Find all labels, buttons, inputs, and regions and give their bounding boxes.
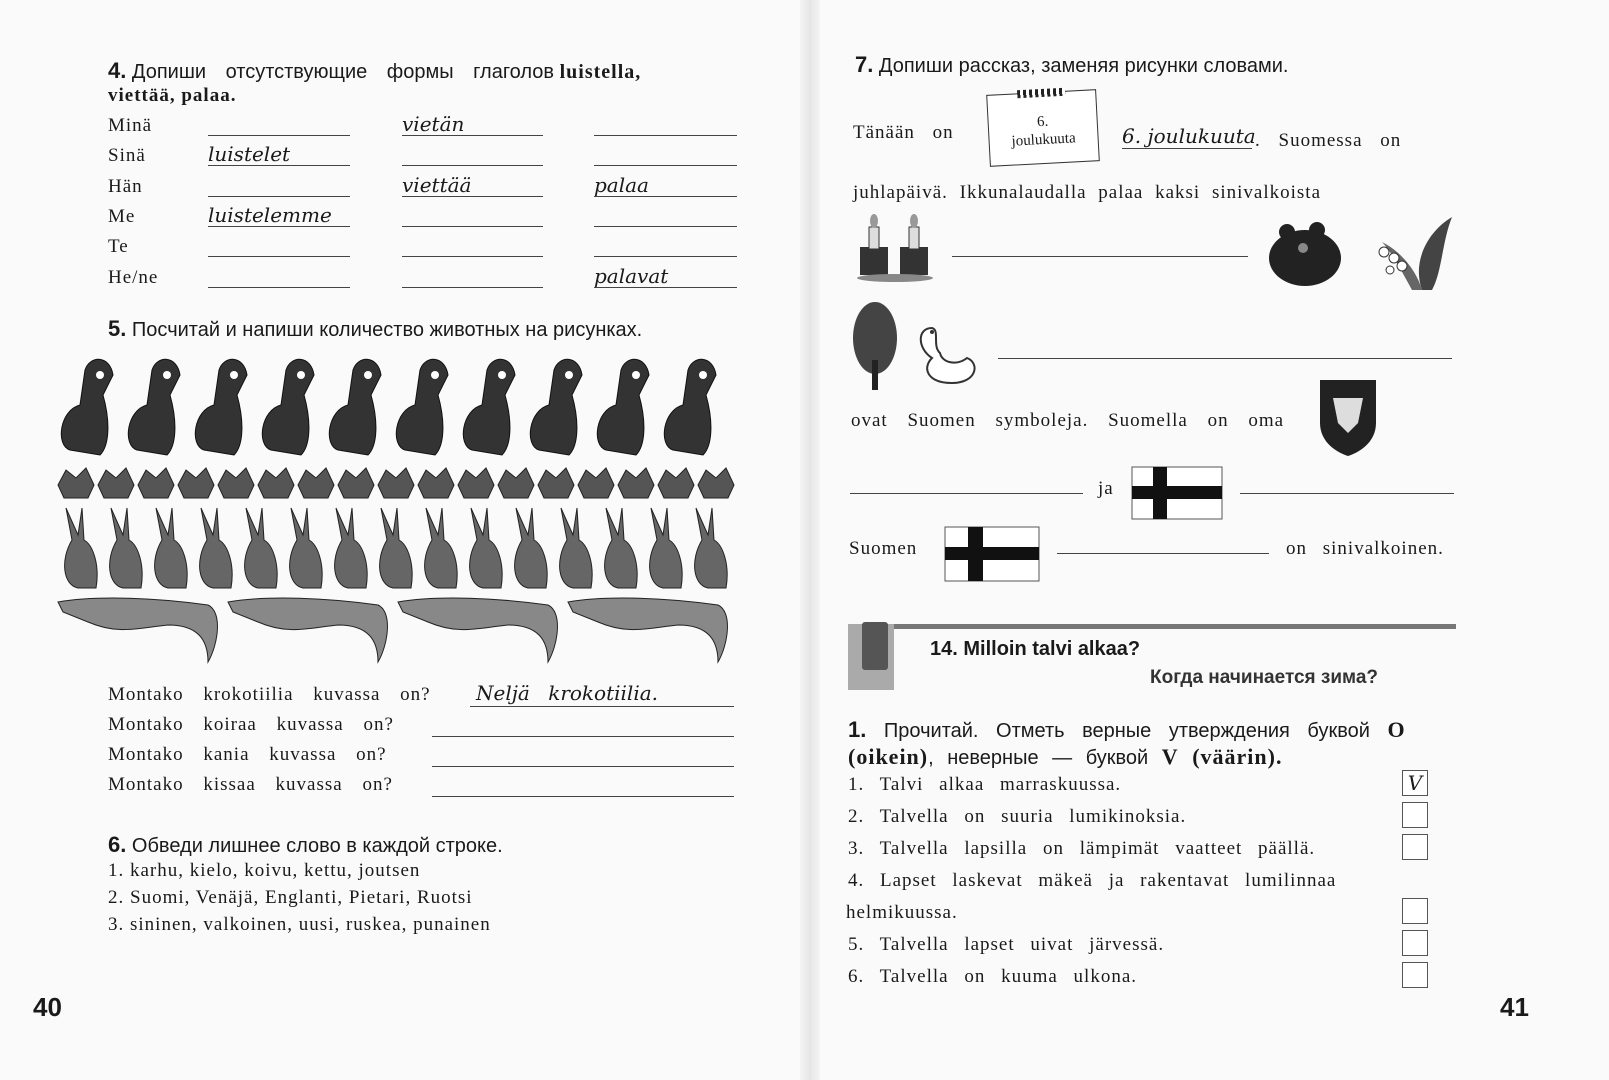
rabbit-icon: [335, 508, 368, 588]
answer-line[interactable]: [208, 287, 350, 288]
answer-line[interactable]: [594, 256, 737, 257]
rabbit-icon: [110, 508, 143, 588]
finnish-flag-picture: [944, 526, 1040, 582]
pronoun-label: Sinä: [108, 145, 146, 167]
answer-line[interactable]: [594, 226, 737, 227]
page-gutter: [800, 0, 820, 1080]
crocodile-icon: [228, 598, 387, 662]
calendar-day: 6.: [1036, 113, 1049, 131]
crocodile-icon: [568, 598, 727, 662]
pronoun-label: Minä: [108, 115, 153, 136]
answer-handwritten: vietän: [402, 112, 465, 136]
rabbit-icon: [425, 508, 458, 588]
dog-eye-icon: [163, 371, 171, 379]
answer-handwritten: viettää: [402, 172, 472, 197]
story-text: juhlapäivä. Ikkunalaudalla palaa kaksi sinivalkoista: [853, 182, 1322, 203]
ex6-heading: 6. Обведи лишнее слово в каждой строке.: [108, 832, 503, 857]
crocodile-icon: [58, 598, 217, 662]
statement-text: 1. Talvi alkaa marraskuussa.: [848, 774, 1122, 795]
answer-handwritten: luistelet: [208, 142, 291, 167]
birch-tree-picture: [850, 300, 900, 392]
ex6-item: 3. sininen, valkoinen, uusi, ruskea, punainen: [108, 914, 491, 935]
cat-icon: [258, 468, 294, 498]
answer-line[interactable]: [594, 135, 737, 136]
dog-icon: [530, 359, 582, 455]
dog-eye-icon: [498, 371, 506, 379]
candles-picture: [855, 212, 940, 282]
dog-eye-icon: [230, 371, 238, 379]
answer-checkbox[interactable]: [1402, 898, 1428, 924]
cat-icon: [98, 468, 134, 498]
cat-icon: [658, 468, 694, 498]
story-text: ovat Suomen symboleja. Suomella on oma: [851, 410, 1285, 431]
statement-text: 2. Talvella on suuria lumikinoksia.: [848, 806, 1187, 827]
story-text: ja: [1098, 478, 1114, 499]
answer-line[interactable]: [850, 493, 1083, 494]
ex6-item: 2. Suomi, Venäjä, Englanti, Pietari, Ruotsi: [108, 887, 473, 908]
dog-icon: [195, 359, 247, 455]
cat-icon: [698, 468, 734, 498]
dog-eye-icon: [297, 371, 305, 379]
cat-icon: [58, 468, 94, 498]
dog-icon: [664, 359, 716, 455]
ex1-heading-cont: (oikein), неверные — буквой V (väärin).: [848, 744, 1283, 769]
answer-line[interactable]: [402, 226, 543, 227]
rabbit-icon: [200, 508, 233, 588]
answer-line[interactable]: [208, 135, 350, 136]
page-number: 40: [33, 992, 62, 1022]
ex4-heading: 4. Допиши отсутствующие формы глаголов luistella,: [108, 58, 642, 83]
ex1-heading: 1. Прочитай. Отметь верные утверждения буквой O: [848, 717, 1406, 742]
dog-eye-icon: [96, 371, 104, 379]
rabbit-icon: [650, 508, 683, 588]
question-text: Montako koiraa kuvassa on?: [108, 714, 394, 735]
answer-handwritten: palavat: [594, 263, 669, 288]
cat-icon: [618, 468, 654, 498]
lesson-title: 14. Milloin talvi alkaa?: [930, 638, 1141, 660]
lesson-bookmark-icon: [862, 622, 888, 670]
ex4-verbs: viettää, palaa.: [108, 85, 237, 106]
dog-eye-icon: [632, 371, 640, 379]
page-number: 41: [1500, 992, 1529, 1022]
story-text: Tänään on: [853, 122, 954, 143]
lily-of-the-valley-picture: [1372, 212, 1457, 292]
cat-icon: [338, 468, 374, 498]
rabbit-icon: [290, 508, 323, 588]
rabbit-icon: [515, 508, 548, 588]
rabbit-icon: [245, 508, 278, 588]
answer-line[interactable]: [594, 165, 737, 166]
dog-icon: [128, 359, 180, 455]
rabbit-icon: [605, 508, 638, 588]
rabbit-icon: [560, 508, 593, 588]
answer-line[interactable]: [470, 706, 734, 707]
statement-text: 4. Lapset laskevat mäkeä ja rakentavat lumilinnaa: [848, 870, 1337, 891]
calendar-month: joulukuuta: [1011, 130, 1077, 150]
coat-of-arms-picture: [1318, 378, 1378, 458]
ex6-item: 1. karhu, kielo, koivu, kettu, joutsen: [108, 860, 421, 881]
ex5-heading: 5. Посчитай и напиши количество животных на рисунках.: [108, 316, 643, 341]
bear-picture: [1265, 218, 1345, 288]
answer-checkbox[interactable]: [1402, 834, 1428, 860]
dog-icon: [61, 359, 113, 455]
answer-checkbox[interactable]: V: [1402, 770, 1428, 796]
cat-icon: [418, 468, 454, 498]
story-text: . Suomessa on: [1255, 130, 1402, 151]
rabbit-icon: [380, 508, 413, 588]
cat-icon: [218, 468, 254, 498]
dog-eye-icon: [364, 371, 372, 379]
rabbit-icon: [155, 508, 188, 588]
answer-line[interactable]: [432, 796, 734, 797]
answer-line[interactable]: [1240, 493, 1454, 494]
answer-handwritten: palaa: [594, 172, 649, 197]
dog-icon: [396, 359, 448, 455]
dog-icon: [329, 359, 381, 455]
pronoun-label: Hän: [108, 175, 143, 197]
cat-icon: [378, 468, 414, 498]
calendar-picture: [986, 89, 1100, 167]
answer-line[interactable]: [952, 256, 1248, 257]
lesson-header-rule: [848, 624, 1456, 629]
question-text: Montako krokotiilia kuvassa on?: [108, 684, 431, 705]
crocodile-icon: [398, 598, 557, 662]
cat-icon: [138, 468, 174, 498]
question-text: Montako kissaa kuvassa on?: [108, 774, 393, 795]
answer-line[interactable]: [402, 165, 543, 166]
pronoun-label: He/ne: [108, 266, 159, 288]
answer-checkbox[interactable]: [1402, 962, 1428, 988]
answer-checkbox[interactable]: [1402, 930, 1428, 956]
statement-text: helmikuussa.: [846, 902, 958, 923]
dog-eye-icon: [565, 371, 573, 379]
answer-line[interactable]: [998, 358, 1452, 359]
dog-eye-icon: [431, 371, 439, 379]
ex7-heading: 7. Допиши рассказ, заменяя рисунки словами.: [855, 52, 1289, 77]
answer-handwritten: luistelemme: [208, 202, 332, 227]
finnish-flag-picture: [1131, 466, 1223, 520]
dog-icon: [463, 359, 515, 455]
story-text: on sinivalkoinen.: [1286, 538, 1444, 559]
cat-icon: [538, 468, 574, 498]
swan-picture: [912, 318, 982, 388]
cat-icon: [498, 468, 534, 498]
answer-line[interactable]: [432, 766, 734, 767]
rabbit-icon: [695, 508, 728, 588]
answer-line[interactable]: [402, 287, 543, 288]
statement-text: 5. Talvella lapset uivat järvessä.: [848, 934, 1165, 955]
answer-handwritten: 6. joulukuuta: [1122, 124, 1256, 148]
answer-line[interactable]: [208, 196, 350, 197]
statement-text: 3. Talvella lapsilla on lämpimät vaatteet päällä.: [848, 838, 1316, 859]
answer-line[interactable]: [208, 256, 350, 257]
cat-icon: [458, 468, 494, 498]
calendar-rings-icon: [1017, 88, 1065, 99]
statement-text: 6. Talvella on kuuma ulkona.: [848, 966, 1137, 987]
cat-icon: [298, 468, 334, 498]
answer-line[interactable]: [1057, 553, 1269, 554]
rabbit-icon: [65, 508, 98, 588]
answer-checkbox[interactable]: [1402, 802, 1428, 828]
rabbit-icon: [470, 508, 503, 588]
answer-line[interactable]: [402, 256, 543, 257]
dog-icon: [262, 359, 314, 455]
dog-icon: [597, 359, 649, 455]
question-text: Montako kania kuvassa on?: [108, 744, 387, 765]
lesson-subtitle: Когда начинается зима?: [1150, 667, 1379, 688]
pronoun-label: Te: [108, 236, 129, 258]
pronoun-label: Me: [108, 205, 136, 227]
animals-picture: [50, 350, 740, 670]
dog-eye-icon: [699, 371, 707, 379]
story-text: Suomen: [849, 538, 918, 559]
cat-icon: [578, 468, 614, 498]
answer-line[interactable]: [432, 736, 734, 737]
cat-icon: [178, 468, 214, 498]
answer-handwritten: Neljä krokotiilia.: [476, 681, 658, 705]
